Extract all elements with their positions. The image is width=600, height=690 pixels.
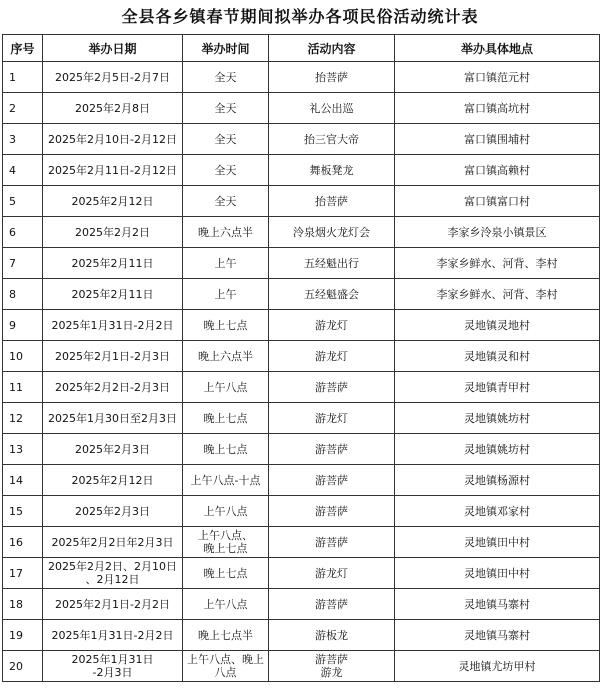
table-row [3, 434, 600, 465]
cell-activity: 游菩萨 [269, 589, 395, 620]
table-row [3, 620, 600, 651]
page-title: 全县各乡镇春节期间拟举办各项民俗活动统计表 [121, 7, 479, 26]
cell-location: 富口镇围埔村 [395, 124, 600, 155]
cell-activity: 游龙灯 [269, 403, 395, 434]
cell-location: 灵地镇姚坊村 [395, 403, 600, 434]
cell-seq: 20 [3, 651, 43, 682]
header-seq: 序号 [3, 35, 43, 62]
cell-seq: 19 [3, 620, 43, 651]
cell-location: 灵地镇尤坊甲村 [395, 651, 600, 682]
cell-seq: 12 [3, 403, 43, 434]
cell-time: 全天 [183, 186, 269, 217]
cell-location: 灵地镇杨源村 [395, 465, 600, 496]
cell-activity: 游龙灯 [269, 558, 395, 589]
cell-time: 晚上六点半 [183, 341, 269, 372]
cell-time: 晚上七点 [183, 310, 269, 341]
table-row [3, 124, 600, 155]
cell-time: 全天 [183, 93, 269, 124]
cell-seq: 15 [3, 496, 43, 527]
table-row [3, 62, 600, 93]
table-row [3, 403, 600, 434]
cell-date: 2025年2月2日年2月3日 [43, 527, 183, 558]
cell-activity: 五经魁盛会 [269, 279, 395, 310]
table-row [3, 310, 600, 341]
cell-activity: 五经魁出行 [269, 248, 395, 279]
cell-activity: 游龙灯 [269, 310, 395, 341]
table-row [3, 217, 600, 248]
cell-date: 2025年2月3日 [43, 496, 183, 527]
cell-location: 灵地镇田中村 [395, 558, 600, 589]
cell-seq: 11 [3, 372, 43, 403]
cell-time: 晚上六点半 [183, 217, 269, 248]
cell-seq: 5 [3, 186, 43, 217]
cell-seq: 6 [3, 217, 43, 248]
table-row [3, 186, 600, 217]
cell-activity: 游菩萨 [269, 496, 395, 527]
cell-location: 灵地镇邓家村 [395, 496, 600, 527]
cell-location: 富口镇范元村 [395, 62, 600, 93]
cell-time: 全天 [183, 124, 269, 155]
cell-date: 2025年1月31日-2月2日 [43, 620, 183, 651]
cell-time: 上午八点、 晚上七点 [183, 527, 269, 558]
cell-location: 灵地镇灵地村 [395, 310, 600, 341]
cell-time: 上午八点-十点 [183, 465, 269, 496]
cell-seq: 9 [3, 310, 43, 341]
cell-location: 灵地镇马寨村 [395, 589, 600, 620]
table-row [3, 155, 600, 186]
header-time: 举办时间 [183, 35, 269, 62]
cell-seq: 1 [3, 62, 43, 93]
cell-date: 2025年1月31日-2月2日 [43, 310, 183, 341]
cell-date: 2025年2月12日 [43, 465, 183, 496]
cell-date: 2025年2月2日、2月10日 、2月12日 [43, 558, 183, 589]
cell-seq: 13 [3, 434, 43, 465]
cell-location: 灵地镇灵和村 [395, 341, 600, 372]
cell-activity: 抬菩萨 [269, 62, 395, 93]
cell-location: 李家乡鲜水、河背、李村 [395, 248, 600, 279]
cell-date: 2025年2月12日 [43, 186, 183, 217]
header-location: 举办具体地点 [395, 35, 600, 62]
cell-seq: 2 [3, 93, 43, 124]
activity-table [2, 34, 600, 682]
cell-time: 晚上七点 [183, 434, 269, 465]
cell-activity: 游板龙 [269, 620, 395, 651]
cell-seq: 14 [3, 465, 43, 496]
table-row [3, 341, 600, 372]
cell-seq: 16 [3, 527, 43, 558]
cell-activity: 泠泉烟火龙灯会 [269, 217, 395, 248]
cell-time: 上午八点 [183, 589, 269, 620]
cell-date: 2025年2月5日-2月7日 [43, 62, 183, 93]
cell-date: 2025年2月2日-2月3日 [43, 372, 183, 403]
cell-seq: 17 [3, 558, 43, 589]
cell-time: 晚上七点 [183, 558, 269, 589]
table-row [3, 279, 600, 310]
cell-activity: 游菩萨 [269, 372, 395, 403]
table-row [3, 93, 600, 124]
cell-seq: 10 [3, 341, 43, 372]
cell-activity: 游菩萨 [269, 465, 395, 496]
cell-seq: 3 [3, 124, 43, 155]
cell-date: 2025年2月1日-2月2日 [43, 589, 183, 620]
cell-seq: 8 [3, 279, 43, 310]
cell-date: 2025年1月31日 -2月3日 [43, 651, 183, 682]
cell-seq: 18 [3, 589, 43, 620]
table-body [3, 62, 600, 682]
cell-location: 李家乡泠泉小镇景区 [395, 217, 600, 248]
cell-date: 2025年2月11日 [43, 279, 183, 310]
cell-activity: 抬菩萨 [269, 186, 395, 217]
table-row [3, 651, 600, 682]
cell-time: 全天 [183, 62, 269, 93]
table-row [3, 248, 600, 279]
table-row [3, 465, 600, 496]
cell-location: 灵地镇马寨村 [395, 620, 600, 651]
cell-date: 2025年2月2日 [43, 217, 183, 248]
cell-time: 上午 [183, 279, 269, 310]
cell-activity: 游菩萨 [269, 527, 395, 558]
cell-date: 2025年2月1日-2月3日 [43, 341, 183, 372]
table-row [3, 589, 600, 620]
cell-location: 李家乡鲜水、河背、李村 [395, 279, 600, 310]
cell-date: 2025年2月10日-2月12日 [43, 124, 183, 155]
cell-seq: 4 [3, 155, 43, 186]
cell-activity: 抬三官大帝 [269, 124, 395, 155]
table-row [3, 527, 600, 558]
cell-location: 富口镇高赖村 [395, 155, 600, 186]
cell-date: 2025年2月8日 [43, 93, 183, 124]
header-activity: 活动内容 [269, 35, 395, 62]
cell-activity: 礼公出巡 [269, 93, 395, 124]
table-row [3, 372, 600, 403]
cell-activity: 游菩萨 游龙 [269, 651, 395, 682]
cell-location: 灵地镇田中村 [395, 527, 600, 558]
cell-date: 2025年2月3日 [43, 434, 183, 465]
cell-activity: 舞板凳龙 [269, 155, 395, 186]
table-row [3, 496, 600, 527]
cell-time: 上午八点 [183, 496, 269, 527]
cell-date: 2025年1月30日至2月3日 [43, 403, 183, 434]
cell-time: 晚上七点半 [183, 620, 269, 651]
cell-date: 2025年2月11日-2月12日 [43, 155, 183, 186]
cell-activity: 游龙灯 [269, 341, 395, 372]
cell-location: 灵地镇姚坊村 [395, 434, 600, 465]
cell-seq: 7 [3, 248, 43, 279]
cell-location: 灵地镇青甲村 [395, 372, 600, 403]
cell-time: 全天 [183, 155, 269, 186]
cell-date: 2025年2月11日 [43, 248, 183, 279]
cell-location: 富口镇富口村 [395, 186, 600, 217]
cell-location: 富口镇高坑村 [395, 93, 600, 124]
cell-time: 上午 [183, 248, 269, 279]
table-row [3, 558, 600, 589]
cell-time: 上午八点、晚上 八点 [183, 651, 269, 682]
header-row [3, 35, 600, 62]
cell-time: 晚上七点 [183, 403, 269, 434]
header-date: 举办日期 [43, 35, 183, 62]
cell-time: 上午八点 [183, 372, 269, 403]
cell-activity: 游菩萨 [269, 434, 395, 465]
